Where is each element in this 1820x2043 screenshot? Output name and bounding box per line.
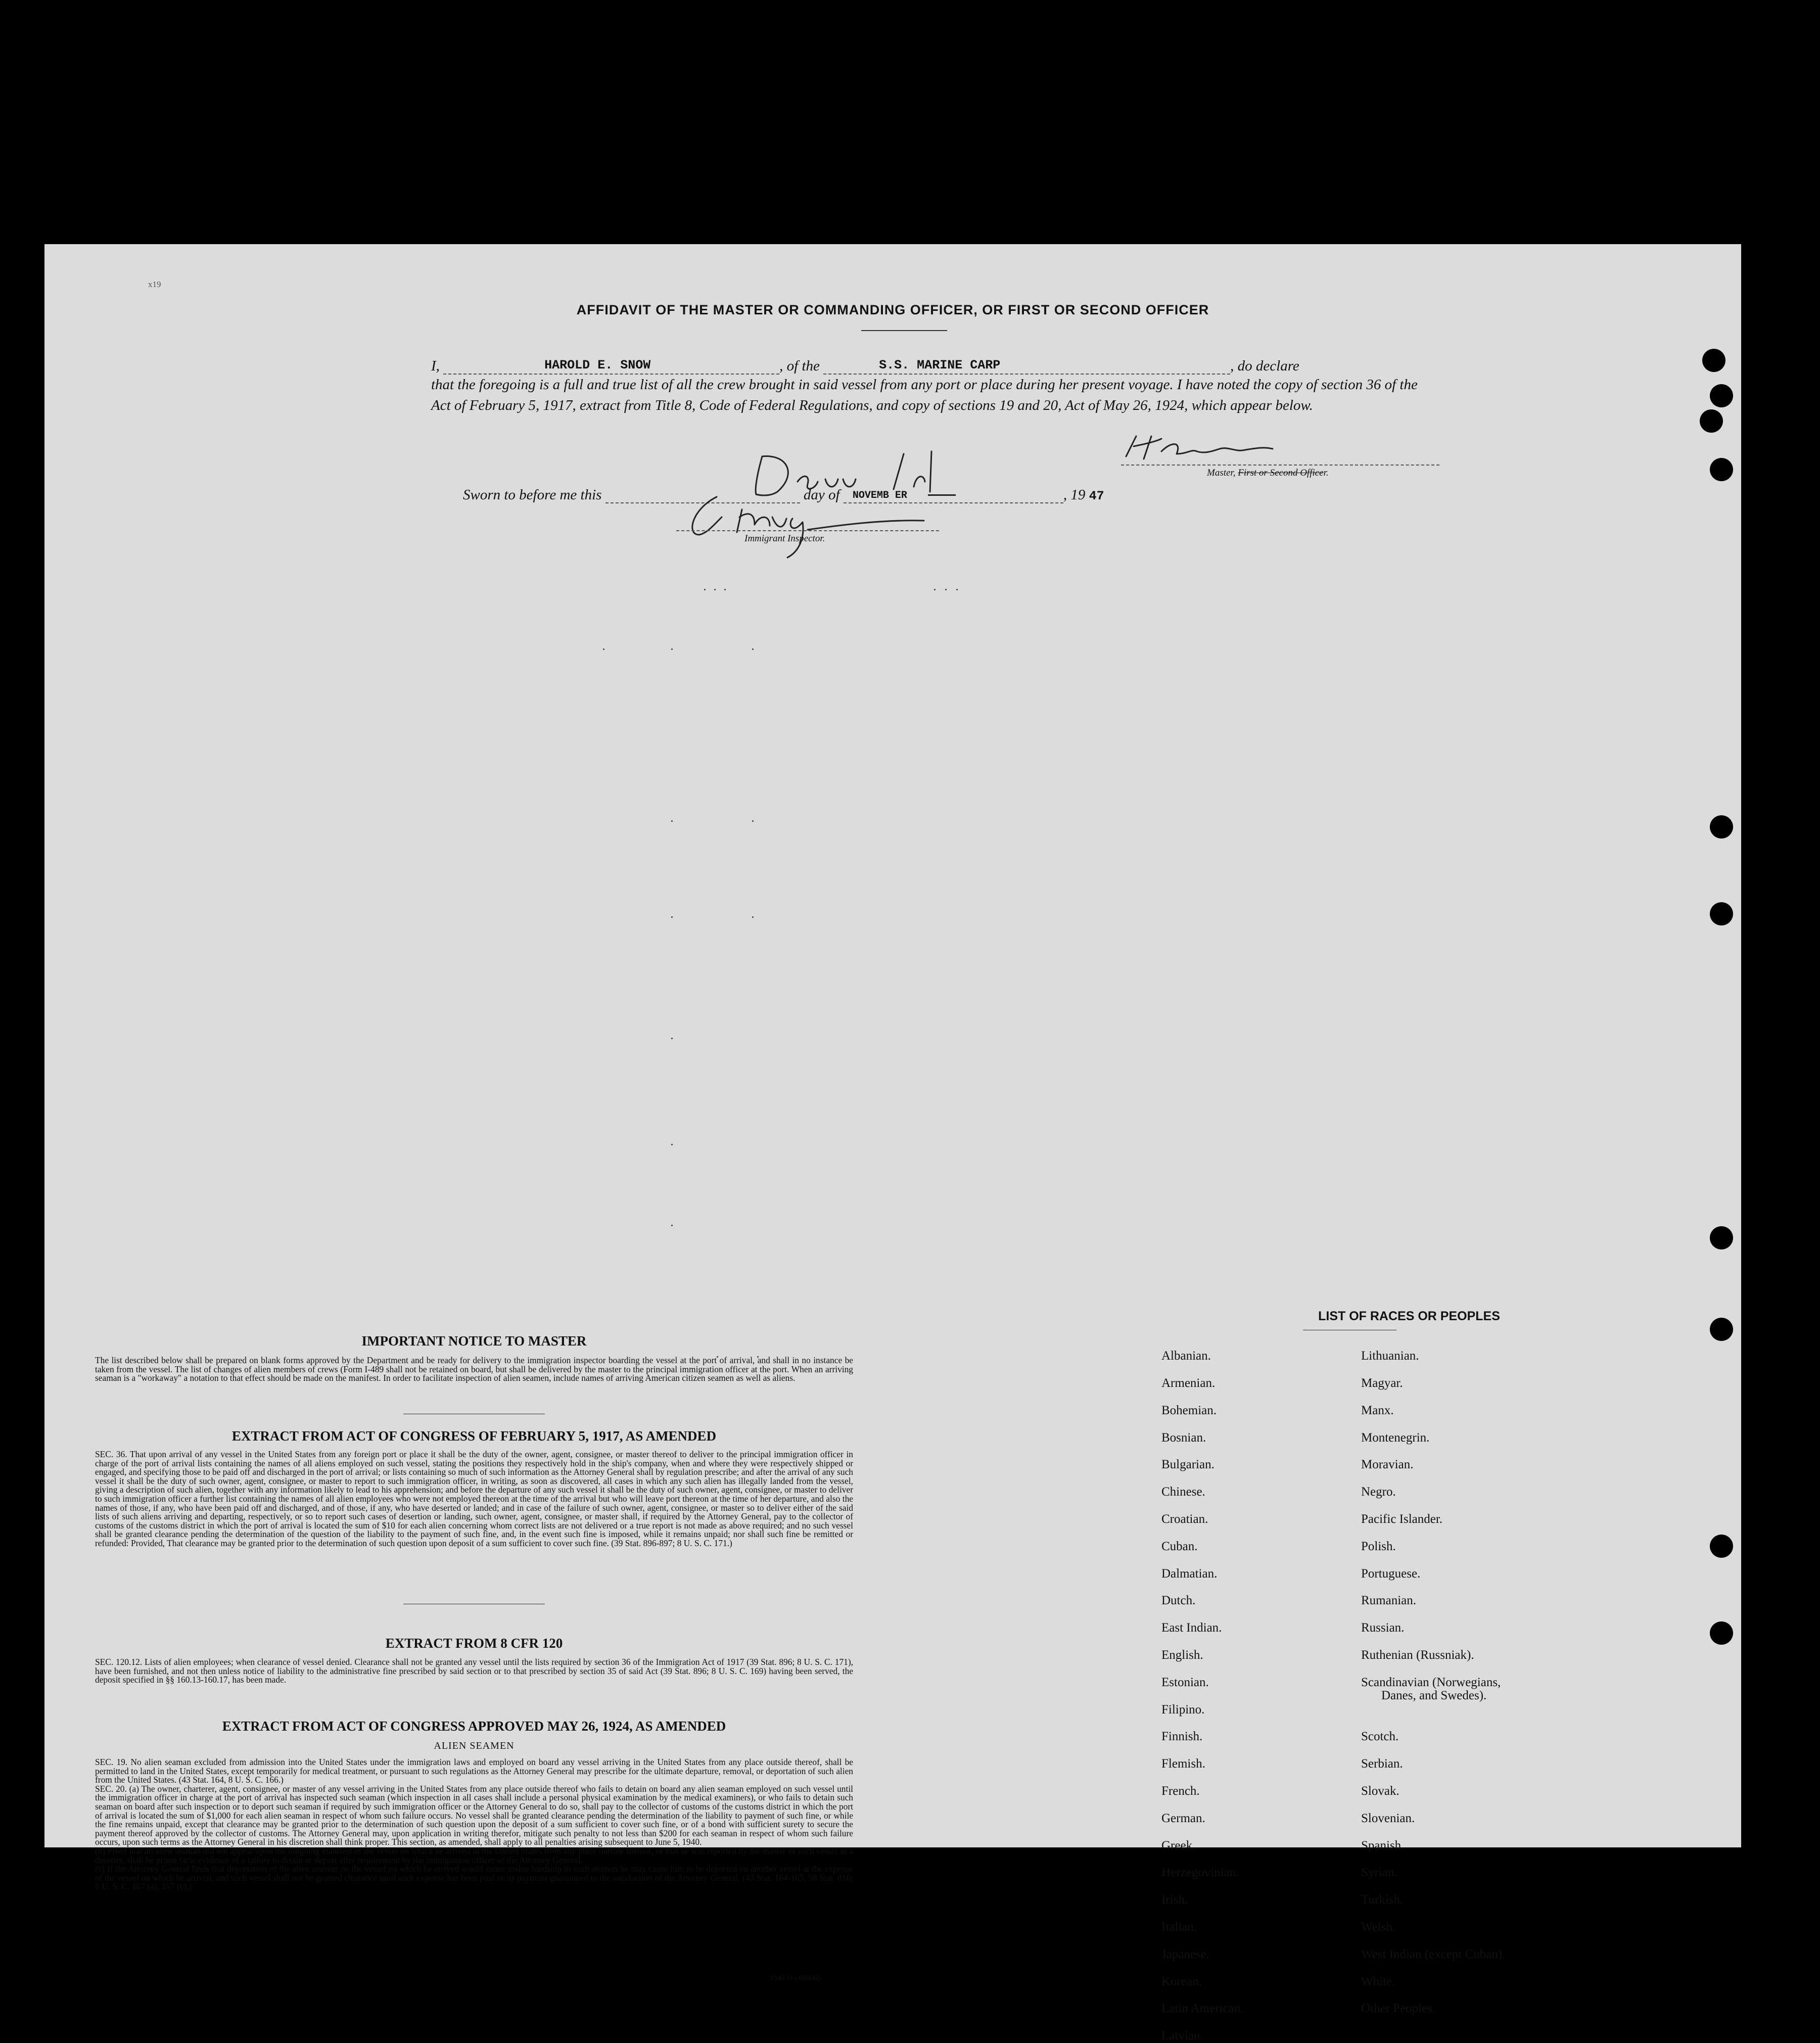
dot-mark [945, 589, 947, 590]
month-value-text: NOVEMB ER [852, 490, 907, 501]
dot-mark [724, 589, 726, 590]
do-declare-label: , do declare [1230, 358, 1299, 374]
master-name-value: HAROLD E. SNOW [544, 358, 651, 373]
race-item: French. [1161, 1784, 1200, 1798]
punch-hole [1710, 815, 1733, 839]
race-item: Japanese. [1161, 1947, 1210, 1961]
race-item: Scotch. [1361, 1730, 1399, 1743]
race-item: Greek. [1161, 1839, 1196, 1852]
race-item: English. [1161, 1648, 1203, 1662]
punch-hole [1710, 1318, 1733, 1341]
year-prefix: , 19 [1063, 487, 1086, 503]
race-item: Filipino. [1161, 1703, 1205, 1716]
dot-mark [714, 589, 716, 590]
master-sign-line [1121, 465, 1439, 466]
race-item: Moravian. [1361, 1458, 1414, 1471]
dot-mark [704, 589, 706, 590]
of-the-label: , of the [779, 358, 820, 374]
race-item: Danes, and Swedes). [1381, 1689, 1487, 1702]
dot-mark [752, 820, 754, 822]
race-item: Finnish. [1161, 1730, 1203, 1743]
dot-mark [752, 916, 754, 918]
declaration-line [431, 358, 1299, 375]
form-page [44, 244, 1741, 2042]
race-item: Montenegrin. [1361, 1431, 1430, 1445]
race-item: Magyar. [1361, 1376, 1403, 1390]
inspector-caption: Immigrant Inspector. [744, 533, 825, 544]
alien-seamen-subtitle: ALIEN SEAMEN [434, 1740, 515, 1751]
extract-1924-body [95, 1758, 853, 1891]
race-item: Estonian. [1161, 1676, 1209, 1689]
paragraph: SEC. 20. (a) The owner, charterer, agent, consignee, or master of any vessel arriving in the United States from any place outside thereof who fails to detain on board any alien seaman employed on such vessel until the immigration officer in charge at the port of arrival has inspected such seaman (which inspection in all cases shall include a personal physical examination by the medical examiners), or who fails to detain such seaman on board after such inspection or to deport such seaman if required by such immigration officer or the Attorney General to do so, shall pay to the collector of customs of the customs district in which the port of arrival is located the sum of $1,000 for each alien seaman in respect of whom such failure occurs. No vessel shall be granted clearance pending the determination of the liability to payment of such fine, or while the fine remains unpaid, except that clearance may be granted prior to the determination of such question upon the deposit of a sum sufficient to cover such fine, or of a bond with sufficient surety to secure the payment thereof approved by the collector of customs. The Attorney General may, upon application in writing therefor, mitigate such penalty to not less than $200 for each seaman in respect of whom such failure occurs, upon such terms as the Attorney General in his discretion shall think proper. This section, as amended, shall apply to all penalties arising subsequent to June 5, 1940. [95, 1783, 853, 1847]
race-item: Flemish. [1161, 1757, 1205, 1771]
intro-i: I, [431, 358, 440, 374]
dot-mark [752, 648, 754, 650]
inspector-signature [651, 489, 974, 565]
master-name-field [443, 358, 779, 375]
race-item: Serbian. [1361, 1757, 1403, 1771]
extract-cfr-title: EXTRACT FROM 8 CFR 120 [385, 1636, 563, 1651]
dot-mark [671, 820, 673, 822]
vessel-value: S.S. MARINE CARP [879, 358, 1001, 373]
title-rule [861, 330, 947, 331]
race-item: Ruthenian (Russniak). [1361, 1648, 1474, 1662]
punch-hole [1702, 349, 1725, 372]
race-item: White. [1361, 1975, 1395, 1988]
race-item: Syrian. [1361, 1866, 1397, 1879]
race-item: Dalmatian. [1161, 1567, 1218, 1581]
inspector-sign-line [676, 530, 939, 531]
extract-cfr-body: SEC. 120.12. Lists of alien employees; when clearance of vessel denied. Clearance shall not be granted any vessel until the lists required by section 36 of the Immigration Act of 1917 (39 Stat. 896; 8 U. S. C. 171), have been furnished, and not then unless notice of liability to the administrative fine prescribed by said section or to that prescribed by section 35 of said Act (39 Stat. 896; 8 U. S. C. 169) having been served, the deposit specified in §§ 160.13-160.17, has been made. [95, 1657, 853, 1685]
race-item: Spanish. [1361, 1839, 1405, 1852]
race-item: Herzegovinian. [1161, 1866, 1239, 1879]
race-item: Slovenian. [1361, 1812, 1415, 1825]
master-sign-caption: Master, First or Second Officer. [1207, 468, 1329, 478]
race-item: Russian. [1361, 1621, 1405, 1635]
race-item: Italian. [1161, 1920, 1197, 1934]
dot-mark [934, 589, 936, 590]
paragraph: (c) If the Attorney General finds that deportation of the alien seaman on the vessel on which he arrived would cause undue hardship to such seaman he may cause him to be deported on another vessel at the expense of the vessel on which he arrived, and such vessel shall not be granted clearance until such expense has been paid or its payment guaranteed to the satisfaction of the Attorney General. (43 Stat. 164-165, 58 Stat. 816; 8 U. S. C. 167 (a), 167 (c).) [95, 1864, 853, 1892]
paragraph: SEC. 19. No alien seaman excluded from admission into the United States under the immigration laws and employed on board any vessel arriving in the United States from any place outside thereof, shall be permitted to land in the United States, except temporarily for medical treatment, or pursuant to such regulations as the Attorney General may prescribe for the ultimate departure, removal, or deportation of such alien from the United States. (43 Stat. 164, 8 U. S. C. 166.) [95, 1757, 853, 1785]
scan-mark: x19 [148, 280, 161, 289]
race-item: Polish. [1361, 1540, 1396, 1553]
extract-1924-title: EXTRACT FROM ACT OF CONGRESS APPROVED MAY 26, 1924, AS AMENDED [222, 1719, 726, 1734]
dot-mark [671, 1144, 673, 1145]
day-of-label: day of [803, 487, 840, 503]
race-item: Turkish. [1361, 1893, 1404, 1907]
race-item: Negro. [1361, 1485, 1396, 1499]
master-signature [1116, 431, 1308, 467]
punch-hole [1710, 1621, 1733, 1645]
paragraph: (b) Proof that an alien seaman did not appear upon the outgoing manifest of the vessel on which he arrived in the United States from any place outside thereof, or that he was reported by the master of such vessel as a deserter, shall be prima facie evidence of a failure to detain or deport after requirement by the immigration officer or the Attorney General. [95, 1845, 853, 1865]
notice-body: The list described below shall be prepared on blank forms approved by the Department and be ready for delivery to the immigration inspector boarding the vessel at the port of arrival, and shall in no instance be taken from the vessel. The list of changes of alien members of crews (Form I-489 shall not be retained on board, but shall be delivered by the master to the principal immigration officer at the port. When an arriving seaman is a "workaway" a notation to that effect should be made on the manifest. In order to facilitate inspection of alien seamen, include names of arriving American citizen seamen as well as aliens. [95, 1355, 853, 1383]
race-item: Latin American. [1161, 2002, 1244, 2015]
sworn-label: Sworn to before me this [463, 487, 602, 503]
year-value: 47 [1089, 489, 1104, 503]
dot-mark [671, 648, 673, 650]
notice-title: IMPORTANT NOTICE TO MASTER [361, 1333, 587, 1349]
punch-hole [1710, 1535, 1733, 1558]
dot-mark [671, 1225, 673, 1226]
race-item: Slovak. [1361, 1784, 1399, 1798]
race-item: Armenian. [1161, 1376, 1216, 1390]
race-item: Bohemian. [1161, 1404, 1217, 1417]
dot-mark [956, 589, 958, 590]
race-item: Portuguese. [1361, 1567, 1421, 1581]
race-item: Rumanian. [1361, 1594, 1417, 1607]
race-item: Welsh. [1361, 1920, 1396, 1934]
print-code: 1946 O - 689069 [770, 1974, 822, 1982]
affidavit-title: AFFIDAVIT OF THE MASTER OR COMMANDING OFFICER, OR FIRST OR SECOND OFFICER [576, 302, 1209, 317]
race-item: East Indian. [1161, 1621, 1222, 1635]
dot-mark [671, 916, 673, 918]
race-item: Other Peoples. [1361, 2002, 1436, 2015]
race-item: Irish. [1161, 1893, 1188, 1907]
race-item: Bulgarian. [1161, 1458, 1215, 1471]
vessel-field [823, 358, 1230, 375]
affidavit-body: that the foregoing is a full and true list of all the crew brought in said vessel from any port or place during her present voyage. I have noted the copy of section 36 of the Act of February 5, 1917, extract from Title 8, Code of Federal Regulations, and copy of sections 19 and 20, Act of May 26, 1924, which appear below. [431, 377, 1418, 413]
punch-hole [1700, 409, 1723, 433]
punch-hole [1710, 902, 1733, 925]
race-item: Croatian. [1161, 1512, 1208, 1526]
race-item: German. [1161, 1812, 1205, 1825]
dot-mark [603, 648, 604, 650]
extract-1917-body: SEC. 36. That upon arrival of any vessel in the United States from any foreign port or place it shall be the duty of the owner, agent, consignee, or master thereof to deliver to the principal immigration officer in charge of the port of arrival lists containing the names of all aliens employed on such vessel, stating the positions they respectively hold in the ship's company, when and where they were respectively shipped or engaged, and specifying those to be paid off and discharged in the port of arrival; or lists containing so much of such information as the Attorney General shall by regulation prescribe; and after the arrival of any such vessel it shall be the duty of such owner, agent, consignee, or master to report to such immigration officer, in writing, as soon as discovered, all cases in which any such alien has illegally landed from the vessel, giving a description of such alien, together with any information likely to lead to his apprehension; and before the departure of any such vessel it shall be the duty of such owner, agent, consignee, or master to deliver to such immigration officer a further list containing the names of all alien employees who were not employed thereon at the time of the arrival but who will leave port thereon at the time of her departure, and also the names of those, if any, who have been paid off and discharged, and of those, if any, who have deserted or landed; and in case of the failure of such owner, agent, consignee, or master so to deliver either of the said lists of such aliens arriving and departing, respectively, or so to report such cases of desertion or landing, such owner, agent, consignee, or master shall, if required by the Attorney General, pay to the collector of customs of the customs district in which the port of arrival is located the sum of $10 for each alien concerning whom correct lists are not delivered or a true report is not made as above required; and no such vessel shall be granted clearance pending the determination of the question of the liability to the payment of such fine, and, in the event such fine is imposed, while it remains unpaid; nor shall such fine be remitted or refunded: Provided, That clearance may be granted prior to the determination of such question upon deposit of a sum sufficient to cover such fine. (39 Stat. 896-897; 8 U. S. C. 171.) [95, 1449, 853, 1548]
race-item: Chinese. [1161, 1485, 1205, 1499]
punch-hole [1710, 1226, 1733, 1249]
race-item: Dutch. [1161, 1594, 1196, 1607]
race-item: Albanian. [1161, 1349, 1211, 1363]
race-item: Latvian. [1161, 2029, 1203, 2042]
punch-hole [1710, 458, 1733, 481]
races-title: LIST OF RACES OR PEOPLES [1318, 1309, 1500, 1323]
punch-hole [1710, 384, 1733, 407]
race-item: West Indian (except Cuban). [1361, 1947, 1506, 1961]
race-item: Lithuanian. [1361, 1349, 1419, 1363]
extract-1917-title: EXTRACT FROM ACT OF CONGRESS OF FEBRUARY 5, 1917, AS AMENDED [231, 1428, 717, 1444]
race-item: Scandinavian (Norwegians, [1361, 1676, 1501, 1689]
race-item: Korean. [1161, 1975, 1202, 1988]
dot-mark [671, 1038, 673, 1039]
struck-officer-label: First or Second Office [1238, 468, 1324, 478]
race-item: Bosnian. [1161, 1431, 1206, 1445]
race-item: Manx. [1361, 1404, 1394, 1417]
race-item: Pacific Islander. [1361, 1512, 1443, 1526]
race-item: Cuban. [1161, 1540, 1198, 1553]
